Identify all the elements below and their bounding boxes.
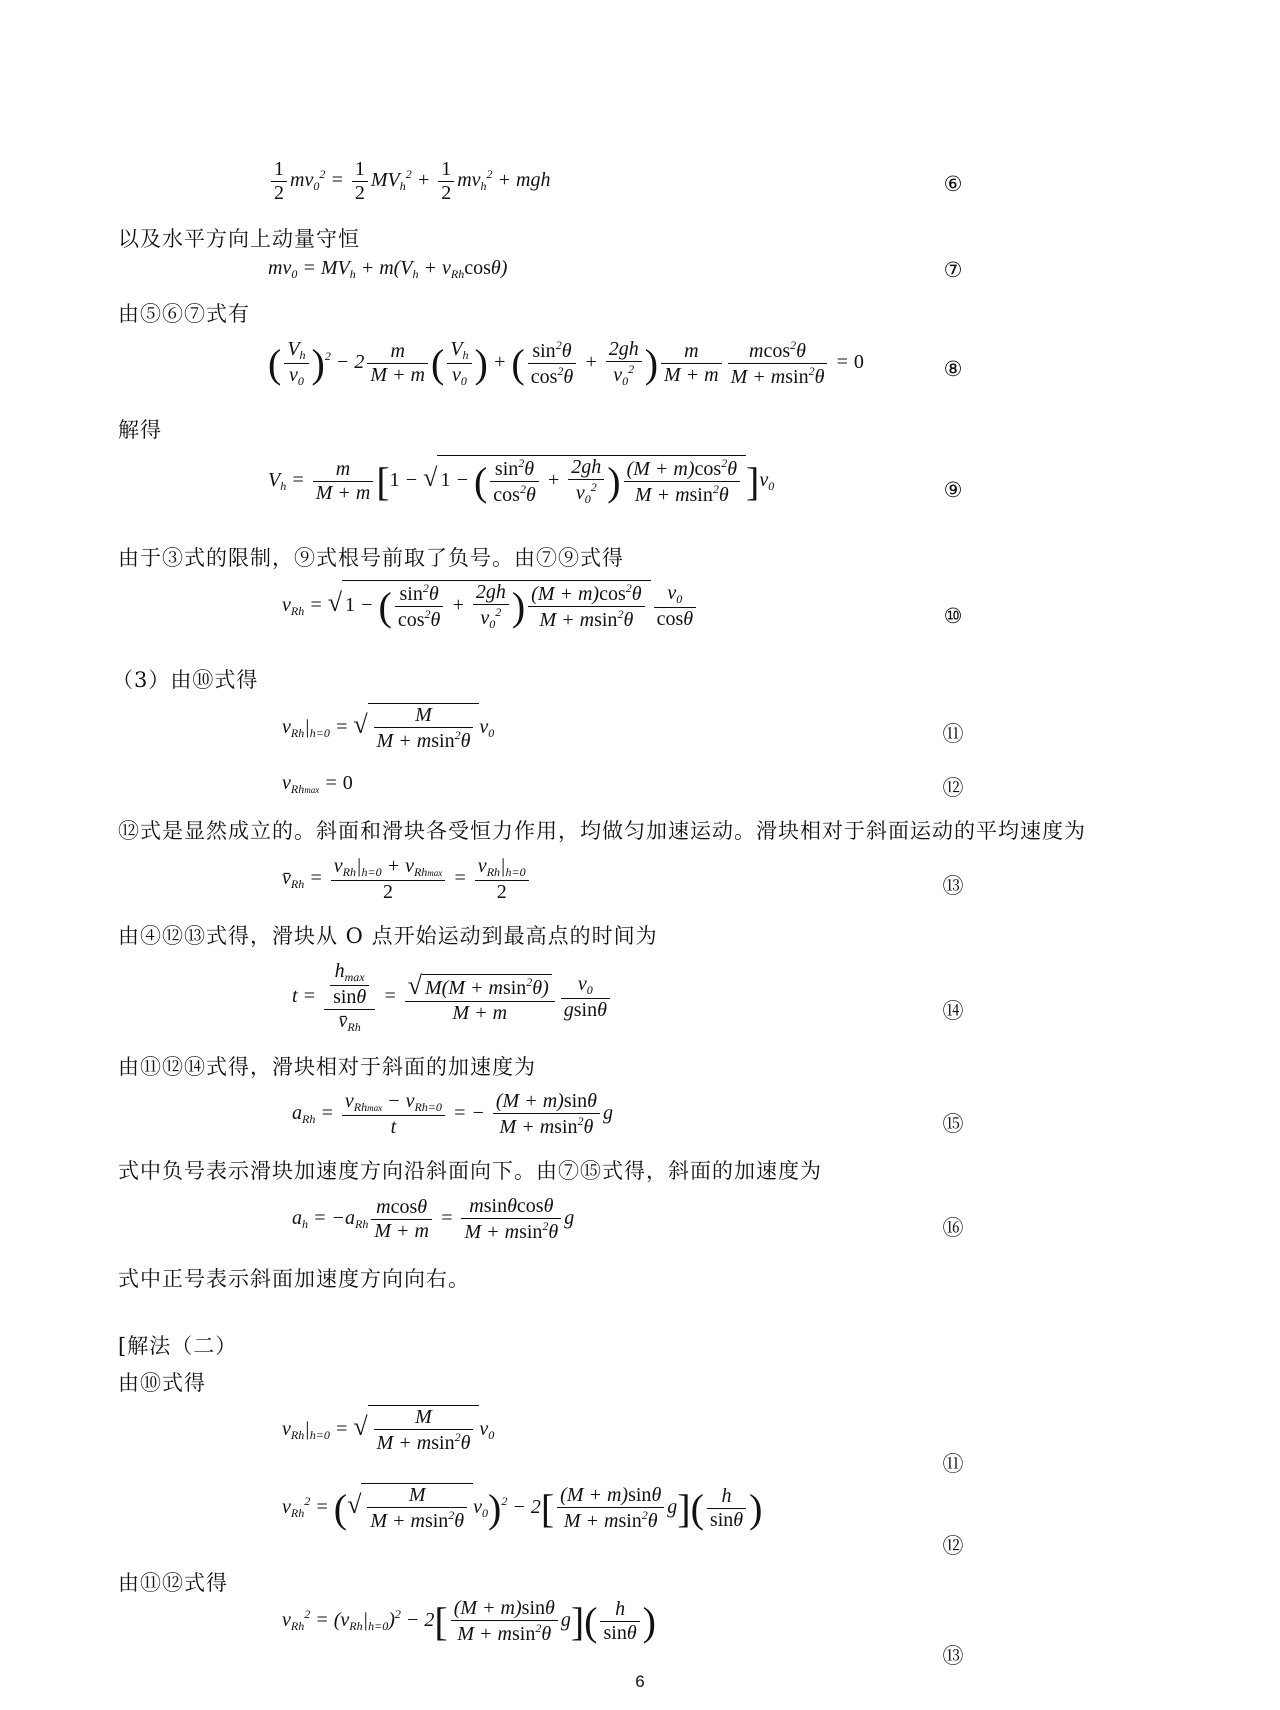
paragraph: 由⑩式得 [118,1371,206,1395]
equation-7: $mv_0 = MV_h + m(V_h + v_{Rh}\cos\theta)$ [268,257,508,281]
equation-number: ⑨ [943,478,963,502]
equation-14: t = $\frac{\frac{h_{max}}{\sin\theta}}{v̄_{Rh}}$ = $\frac{√ M(M + msin^2\theta)}{M + m}$ $\frac{v_0}{gsin\theta}$ [292,960,613,1035]
equation-number: ⑯ [942,1216,964,1240]
equation-10: $v_{Rh}$ = √ 1 − ( $\frac{\sin^2\theta}{\cos^2\theta}$ + $\frac{2gh}{v_0^2}$ ) $\frac{(M + m)\cos^2\theta}{M + msin^2\theta}$ $\frac{v_0}{\cos\theta}$ [282,580,699,632]
equation-number: ⑪ [942,1452,964,1476]
equation-15: $a_{Rh}$ = $\frac{v_{Rhmax} - v_{Rh=0}}{t}$ = − $\frac{(M + m)\sin\theta}{M + msin^2\theta}$ g [292,1090,613,1138]
equation-number: ⑬ [942,1644,964,1668]
equation-12: $v_{Rhmax} = 0$ [282,772,353,796]
equation-number: ⑭ [942,999,964,1023]
equation-number: ⑬ [942,874,964,898]
paragraph: 由⑪⑫式得 [118,1571,228,1595]
equation-6: $\frac{1}{2}$ $mv_0^2$ = $\frac{1}{2}$ $MV_h^2$ + $\frac{1}{2}$ $mv_h^2$ + mgh [268,158,551,205]
equation-number: ⑫ [942,1534,964,1558]
paragraph: （3）由⑩式得 [112,668,259,692]
paragraph: 以及水平方向上动量守恒 [118,227,360,251]
equation-13-method2: $v_{Rh}^2 = (v_{Rh}|_{h=0})^2 - 2$[ $\frac{(M + m)\sin\theta}{M + msin^2\theta}$ g]( $\frac{h}{\sin\theta}$ ) [282,1597,656,1645]
paragraph: 由⑤⑥⑦式有 [118,302,250,326]
equation-number: ⑮ [942,1112,964,1136]
equation-number: ⑪ [942,722,964,746]
equation-13: $v̄_{Rh}$ = $\frac{v_{Rh}|_{h=0} + v_{Rhmax}}{2}$ = $\frac{v_{Rh}|_{h=0}}{2}$ [282,855,532,904]
paragraph: 式中负号表示滑块加速度方向沿斜面向下。由⑦⑮式得，斜面的加速度为 [118,1159,822,1183]
equation-9: $V_h$ = $\frac{m}{M + m}$ [1 − √ 1 − ( $\frac{\sin^2\theta}{\cos^2\theta}$ + $\frac{2gh}{v_0^2}$ ) $\frac{(M + m)\cos^2\theta}{M + msin^2\theta}$ ]$v_0$ [268,456,775,506]
paragraph: 式中正号表示斜面加速度方向向右。 [118,1267,470,1291]
paragraph: 由④⑫⑬式得，滑块从 O 点开始运动到最高点的时间为 [118,924,658,948]
section-heading: [解法（二） [118,1334,238,1358]
equation-number: ⑦ [943,258,963,282]
paragraph: 解得 [118,418,162,442]
equation-number: ⑩ [943,604,963,628]
equation-12-method2: $v_{Rh}^2$ = (√ $\frac{M}{M + msin^2\theta}$ $v_0)^2 - 2$[ $\frac{(M + m)\sin\theta}{M + msin^2\theta}$ g]( $\frac{h}{\sin\theta}$ ) [282,1484,763,1532]
page-number: 6 [635,1672,645,1691]
equation-number: ⑧ [943,357,963,381]
paragraph: 由于③式的限制，⑨式根号前取了负号。由⑦⑨式得 [118,546,624,570]
equation-number: ⑫ [942,776,964,800]
paragraph: ⑫式是显然成立的。斜面和滑块各受恒力作用，均做匀加速运动。滑块相对于斜面运动的平均速度为 [118,819,1086,843]
equation-16: $a_h = -a_{Rh}$ $\frac{mcos\theta}{M + m}$ = $\frac{msin\theta\cos\theta}{M + msin^2\theta}$ g [292,1195,575,1243]
equation-11: $v_{Rh}|_{h=0}$ = √ $\frac{M}{M + msin^2\theta}$ $v_0$ [282,704,495,752]
equation-11-method2: $v_{Rh}|_{h=0}$ = √ $\frac{M}{M + msin^2\theta}$ $v_0$ [282,1406,495,1454]
equation-8: ( $\frac{V_h}{v_0}$ )$^2$ − 2 $\frac{m}{M + m}$ ( $\frac{V_h}{v_0}$ ) + ( $\frac{\sin^2\theta}{\cos^2\theta}$ + $\frac{2gh}{v_0^2}$ ) $\frac{m}{M + m}$ $\frac{mcos^2\theta}{M + msin^2\theta}$ = 0 [268,338,864,388]
equation-number: ⑥ [943,172,963,196]
paragraph: 由⑪⑫⑭式得，滑块相对于斜面的加速度为 [118,1055,536,1079]
